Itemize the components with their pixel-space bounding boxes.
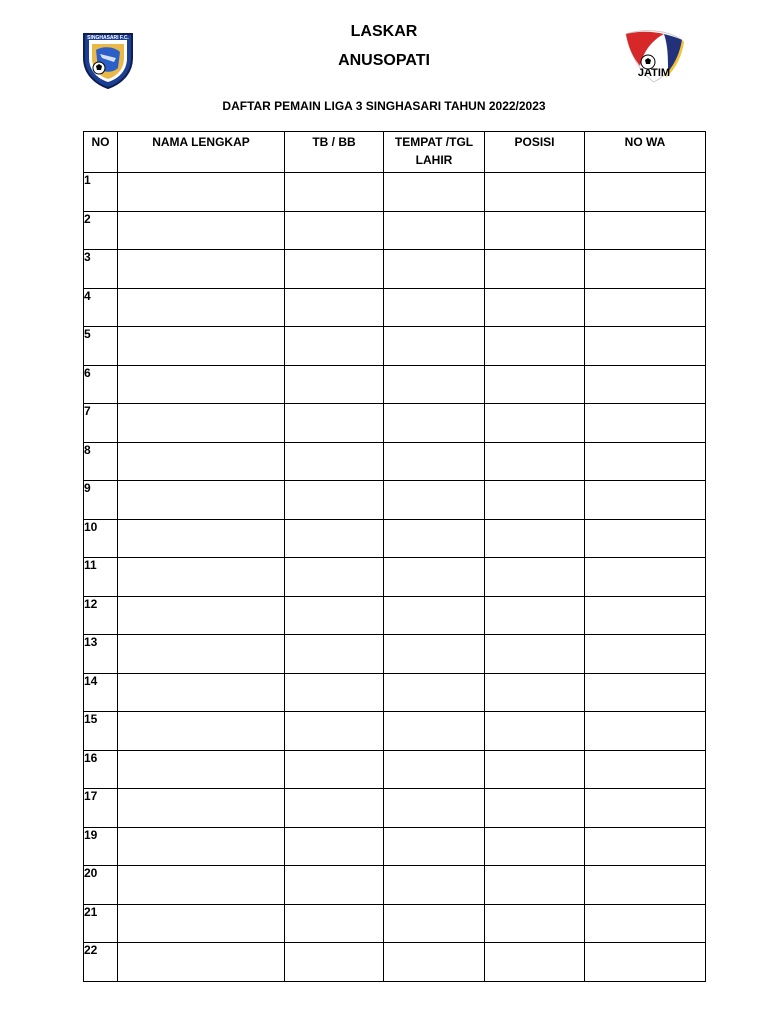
tempat-tgl-lahir-cell[interactable]: [384, 365, 485, 404]
posisi-cell[interactable]: [485, 288, 585, 327]
no-wa-cell[interactable]: [585, 943, 706, 982]
tb-bb-cell[interactable]: [285, 789, 384, 828]
column-header-nama-lengkap: NAMA LENGKAP: [118, 132, 285, 173]
tb-bb-cell[interactable]: [285, 712, 384, 751]
tempat-tgl-lahir-cell[interactable]: [384, 442, 485, 481]
tb-bb-cell[interactable]: [285, 904, 384, 943]
nama-lengkap-cell[interactable]: [118, 596, 285, 635]
roster-body: [84, 173, 706, 982]
tempat-tgl-lahir-cell[interactable]: [384, 750, 485, 789]
no-wa-cell[interactable]: [585, 827, 706, 866]
posisi-cell[interactable]: [485, 635, 585, 674]
posisi-cell[interactable]: [485, 442, 585, 481]
tb-bb-cell[interactable]: [285, 442, 384, 481]
no-wa-cell[interactable]: [585, 250, 706, 289]
no-wa-cell[interactable]: [585, 173, 706, 212]
tb-bb-cell[interactable]: [285, 635, 384, 674]
nama-lengkap-cell[interactable]: [118, 211, 285, 250]
posisi-cell[interactable]: [485, 365, 585, 404]
no-wa-cell[interactable]: [585, 519, 706, 558]
no-wa-cell[interactable]: [585, 288, 706, 327]
table-row: [84, 943, 706, 982]
no-wa-cell[interactable]: [585, 596, 706, 635]
nama-lengkap-cell[interactable]: [118, 904, 285, 943]
row-number: 10: [84, 519, 118, 558]
row-number: 7: [84, 404, 118, 443]
tempat-tgl-lahir-cell[interactable]: [384, 943, 485, 982]
tempat-tgl-lahir-cell[interactable]: [384, 789, 485, 828]
posisi-cell[interactable]: [485, 827, 585, 866]
nama-lengkap-cell[interactable]: [118, 866, 285, 905]
tempat-tgl-lahir-cell[interactable]: [384, 712, 485, 751]
posisi-cell[interactable]: [485, 404, 585, 443]
tempat-tgl-lahir-cell[interactable]: [384, 173, 485, 212]
no-wa-cell[interactable]: [585, 404, 706, 443]
tb-bb-cell[interactable]: [285, 173, 384, 212]
column-header-posisi: POSISI: [485, 132, 585, 173]
tb-bb-cell[interactable]: [285, 211, 384, 250]
no-wa-cell[interactable]: [585, 365, 706, 404]
tb-bb-cell[interactable]: [285, 943, 384, 982]
table-row: [84, 596, 706, 635]
posisi-cell[interactable]: [485, 481, 585, 520]
row-number: 5: [84, 327, 118, 366]
tb-bb-cell[interactable]: [285, 827, 384, 866]
nama-lengkap-cell[interactable]: [118, 404, 285, 443]
tempat-tgl-lahir-cell[interactable]: [384, 904, 485, 943]
tempat-tgl-lahir-cell[interactable]: [384, 673, 485, 712]
posisi-cell[interactable]: [485, 596, 585, 635]
posisi-cell[interactable]: [485, 211, 585, 250]
nama-lengkap-cell[interactable]: [118, 519, 285, 558]
tb-bb-cell[interactable]: [285, 866, 384, 905]
no-wa-cell[interactable]: [585, 442, 706, 481]
row-number: 8: [84, 442, 118, 481]
row-number: 21: [84, 904, 118, 943]
nama-lengkap-cell[interactable]: [118, 442, 285, 481]
no-wa-cell[interactable]: [585, 750, 706, 789]
table-row: [84, 827, 706, 866]
row-number: 3: [84, 250, 118, 289]
posisi-cell[interactable]: [485, 558, 585, 597]
no-wa-cell[interactable]: [585, 712, 706, 751]
no-wa-cell[interactable]: [585, 211, 706, 250]
posisi-cell[interactable]: [485, 173, 585, 212]
table-row: [84, 635, 706, 674]
posisi-cell[interactable]: [485, 904, 585, 943]
table-row: [84, 789, 706, 828]
no-wa-cell[interactable]: [585, 327, 706, 366]
tb-bb-cell[interactable]: [285, 673, 384, 712]
tempat-tgl-lahir-cell[interactable]: [384, 866, 485, 905]
tb-bb-cell[interactable]: [285, 288, 384, 327]
page-title-line1: LASKAR: [350, 23, 418, 40]
row-number: 17: [84, 789, 118, 828]
tempat-tgl-lahir-cell[interactable]: [384, 596, 485, 635]
tb-bb-cell[interactable]: [285, 404, 384, 443]
table-row: [84, 712, 706, 751]
posisi-cell[interactable]: [485, 250, 585, 289]
row-number: 9: [84, 481, 118, 520]
tempat-tgl-lahir-cell[interactable]: [384, 827, 485, 866]
table-row: [84, 211, 706, 250]
tb-bb-cell[interactable]: [285, 558, 384, 597]
column-header-tempat-tgl: TEMPAT /TGL: [394, 135, 474, 149]
nama-lengkap-cell[interactable]: [118, 288, 285, 327]
posisi-cell[interactable]: [485, 789, 585, 828]
table-row: [84, 519, 706, 558]
row-number: 11: [84, 558, 118, 597]
no-wa-cell[interactable]: [585, 635, 706, 674]
nama-lengkap-cell[interactable]: [118, 365, 285, 404]
tempat-tgl-lahir-cell[interactable]: [384, 635, 485, 674]
nama-lengkap-cell[interactable]: [118, 327, 285, 366]
posisi-cell[interactable]: [485, 327, 585, 366]
tb-bb-cell[interactable]: [285, 519, 384, 558]
row-number: 14: [84, 673, 118, 712]
tb-bb-cell[interactable]: [285, 365, 384, 404]
row-number: 16: [84, 750, 118, 789]
nama-lengkap-cell[interactable]: [118, 943, 285, 982]
table-row: [84, 904, 706, 943]
row-number: 12: [84, 596, 118, 635]
table-row: [84, 173, 706, 212]
table-row: [84, 365, 706, 404]
player-roster-table: [83, 131, 706, 982]
tempat-tgl-lahir-cell[interactable]: [384, 404, 485, 443]
table-row: [84, 866, 706, 905]
tb-bb-cell[interactable]: [285, 596, 384, 635]
column-header-no-wa: NO WA: [585, 132, 706, 173]
table-row: [84, 481, 706, 520]
nama-lengkap-cell[interactable]: [118, 673, 285, 712]
nama-lengkap-cell[interactable]: [118, 789, 285, 828]
no-wa-cell[interactable]: [585, 481, 706, 520]
singhasari-logo-text: SINGHASARI F.C.: [87, 35, 129, 41]
nama-lengkap-cell[interactable]: [118, 558, 285, 597]
row-number: 15: [84, 712, 118, 751]
row-number: 6: [84, 365, 118, 404]
table-row: [84, 750, 706, 789]
tempat-tgl-lahir-cell[interactable]: [384, 558, 485, 597]
row-number: 4: [84, 288, 118, 327]
table-header-row: [84, 132, 706, 173]
nama-lengkap-cell[interactable]: [118, 635, 285, 674]
posisi-cell[interactable]: [485, 712, 585, 751]
posisi-cell[interactable]: [485, 673, 585, 712]
column-header-lahir: LAHIR: [415, 153, 453, 167]
tempat-tgl-lahir-cell[interactable]: [384, 327, 485, 366]
tempat-tgl-lahir-cell[interactable]: [384, 481, 485, 520]
no-wa-cell[interactable]: [585, 789, 706, 828]
tb-bb-cell[interactable]: [285, 250, 384, 289]
no-wa-cell[interactable]: [585, 866, 706, 905]
nama-lengkap-cell[interactable]: [118, 750, 285, 789]
document-subtitle: DAFTAR PEMAIN LIGA 3 SINGHASARI TAHUN 2022/2023: [222, 99, 546, 113]
row-number: 1: [84, 173, 118, 212]
posisi-cell[interactable]: [485, 750, 585, 789]
posisi-cell[interactable]: [485, 943, 585, 982]
column-header-tb-bb: TB / BB: [285, 132, 384, 173]
posisi-cell[interactable]: [485, 866, 585, 905]
tempat-tgl-lahir-cell[interactable]: [384, 211, 485, 250]
table-row: [84, 288, 706, 327]
table-row: [84, 250, 706, 289]
column-header-no: NO: [84, 132, 118, 173]
table-row: [84, 558, 706, 597]
row-number: 19: [84, 827, 118, 866]
table-row: [84, 673, 706, 712]
posisi-cell[interactable]: [485, 519, 585, 558]
no-wa-cell[interactable]: [585, 904, 706, 943]
tb-bb-cell[interactable]: [285, 750, 384, 789]
table-row: [84, 404, 706, 443]
row-number: 20: [84, 866, 118, 905]
row-number: 2: [84, 211, 118, 250]
table-row: [84, 327, 706, 366]
tempat-tgl-lahir-cell[interactable]: [384, 519, 485, 558]
jatim-logo-text: JATIM: [637, 67, 671, 79]
nama-lengkap-cell[interactable]: [118, 712, 285, 751]
page-title-line2: ANUSOPATI: [338, 52, 430, 69]
row-number: 22: [84, 943, 118, 982]
no-wa-cell[interactable]: [585, 558, 706, 597]
nama-lengkap-cell[interactable]: [118, 173, 285, 212]
tempat-tgl-lahir-cell[interactable]: [384, 250, 485, 289]
tempat-tgl-lahir-cell[interactable]: [384, 288, 485, 327]
no-wa-cell[interactable]: [585, 673, 706, 712]
nama-lengkap-cell[interactable]: [118, 250, 285, 289]
column-header-tempat-tgl-lahir: [384, 132, 485, 173]
row-number: 13: [84, 635, 118, 674]
tb-bb-cell[interactable]: [285, 327, 384, 366]
nama-lengkap-cell[interactable]: [118, 481, 285, 520]
nama-lengkap-cell[interactable]: [118, 827, 285, 866]
tb-bb-cell[interactable]: [285, 481, 384, 520]
table-row: [84, 442, 706, 481]
